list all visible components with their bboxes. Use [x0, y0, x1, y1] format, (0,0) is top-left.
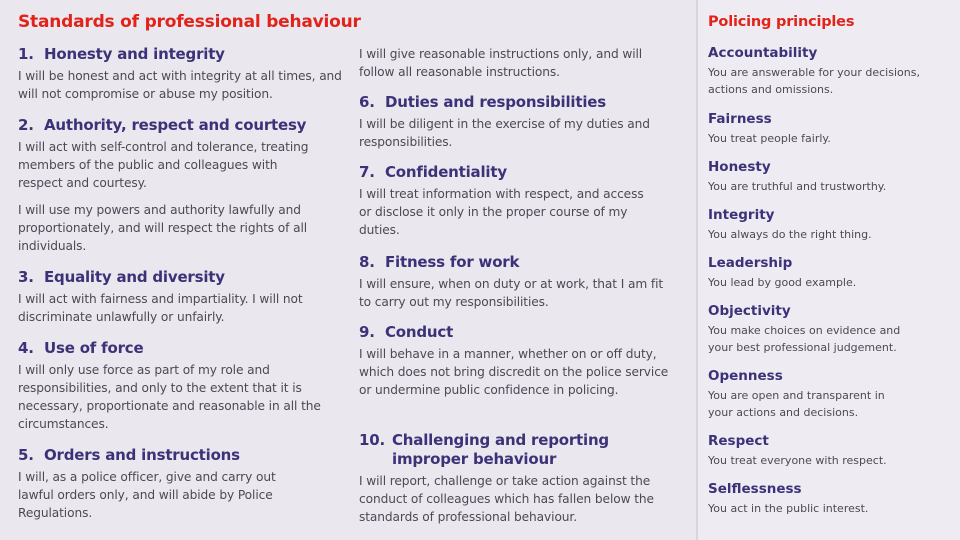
standard-heading: 4. Use of force	[18, 339, 144, 357]
principle-respect	[708, 432, 953, 469]
principles-panel	[698, 0, 960, 540]
principle-title: Honesty	[708, 159, 771, 175]
principle-title: Integrity	[708, 207, 775, 223]
standard-1	[18, 45, 358, 103]
principle-accountability	[708, 44, 953, 98]
standard-text: I will, as a police officer, give and carry out lawful orders only, and will abide by Police Regulations.	[18, 470, 276, 520]
standard-4	[18, 339, 358, 433]
principle-title: Accountability	[708, 45, 818, 61]
principle-description: You are answerable for your decisions, actions and omissions.	[708, 66, 920, 96]
standard-heading: 8. Fitness for work	[359, 253, 520, 271]
standard-text: I will report, challenge or take action against the conduct of colleagues which has fallen below the standards of professional behaviour.	[359, 474, 654, 524]
standard-text: I will use my powers and authority lawfully and proportionately, and will respect the rights of all individuals.	[18, 203, 308, 253]
principle-description: You act in the public interest.	[708, 502, 869, 515]
principle-description: You lead by good example.	[708, 276, 857, 289]
principle-title: Openness	[708, 368, 783, 384]
principle-honesty	[708, 158, 953, 195]
standard-heading: 2. Authority, respect and courtesy	[18, 116, 307, 134]
standard-3	[18, 268, 358, 326]
principle-description: You treat everyone with respect.	[708, 454, 887, 467]
standard-text: I will ensure, when on duty or at work, that I am fit to carry out my responsibilities.	[359, 277, 664, 309]
principle-title: Selflessness	[708, 481, 802, 497]
principle-description: You treat people fairly.	[708, 132, 831, 145]
standard-7	[359, 163, 679, 239]
principles-title: Policing principles	[708, 14, 855, 30]
principle-openness	[708, 367, 953, 421]
standard-text: I will treat information with respect, and access or disclose it only in the proper course of my duties.	[359, 187, 644, 237]
principle-description: You are truthful and trustworthy.	[708, 180, 887, 193]
standard-5-continued	[359, 45, 679, 81]
standard-9	[359, 323, 679, 399]
principle-fairness	[708, 110, 953, 147]
standard-text: I will behave in a manner, whether on or off duty, which does not bring discredit on the police service or undermine public confidence in policing.	[359, 347, 669, 397]
standard-10	[359, 431, 689, 526]
standard-5	[18, 446, 358, 522]
standard-heading: 5. Orders and instructions	[18, 446, 240, 464]
principle-title: Respect	[708, 433, 769, 449]
standard-2	[18, 116, 358, 255]
standard-heading: 1. Honesty and integrity	[18, 45, 225, 63]
standard-text: I will act with fairness and impartiality. I will not discriminate unlawfully or unfairly.	[18, 292, 303, 324]
page-title: Standards of professional behaviour	[18, 12, 361, 32]
principle-description: You are open and transparent in your actions and decisions.	[708, 389, 885, 419]
standard-heading: 9. Conduct	[359, 323, 454, 341]
principle-title: Objectivity	[708, 303, 791, 319]
principle-leadership	[708, 254, 953, 291]
standard-text: I will give reasonable instructions only, and will follow all reasonable instructions.	[359, 47, 643, 79]
standard-text: I will be honest and act with integrity at all times, and will not compromise or abuse my position.	[18, 69, 342, 101]
standard-text: I will act with self-control and tolerance, treating members of the public and colleagues with respect and courtesy.	[18, 140, 309, 190]
standard-text: I will be diligent in the exercise of my duties and responsibilities.	[359, 117, 650, 149]
principle-objectivity	[708, 302, 953, 356]
standard-text: I will only use force as part of my role and responsibilities, and only to the extent that it is necessary, proportionate and reasonable in all the circumstances.	[18, 363, 321, 431]
principle-description: You make choices on evidence and your best professional judgement.	[708, 324, 901, 354]
principle-integrity	[708, 206, 953, 243]
principle-description: You always do the right thing.	[708, 228, 872, 241]
principle-title: Fairness	[708, 111, 772, 127]
standard-heading: 7. Confidentiality	[359, 163, 507, 181]
principle-selflessness	[708, 480, 953, 517]
standard-heading: 10. Challenging and reporting improper behaviour	[359, 431, 609, 468]
standard-heading: 6. Duties and responsibilities	[359, 93, 606, 111]
standard-heading: 3. Equality and diversity	[18, 268, 225, 286]
principle-title: Leadership	[708, 255, 793, 271]
standard-6	[359, 93, 679, 151]
standard-8	[359, 253, 679, 311]
